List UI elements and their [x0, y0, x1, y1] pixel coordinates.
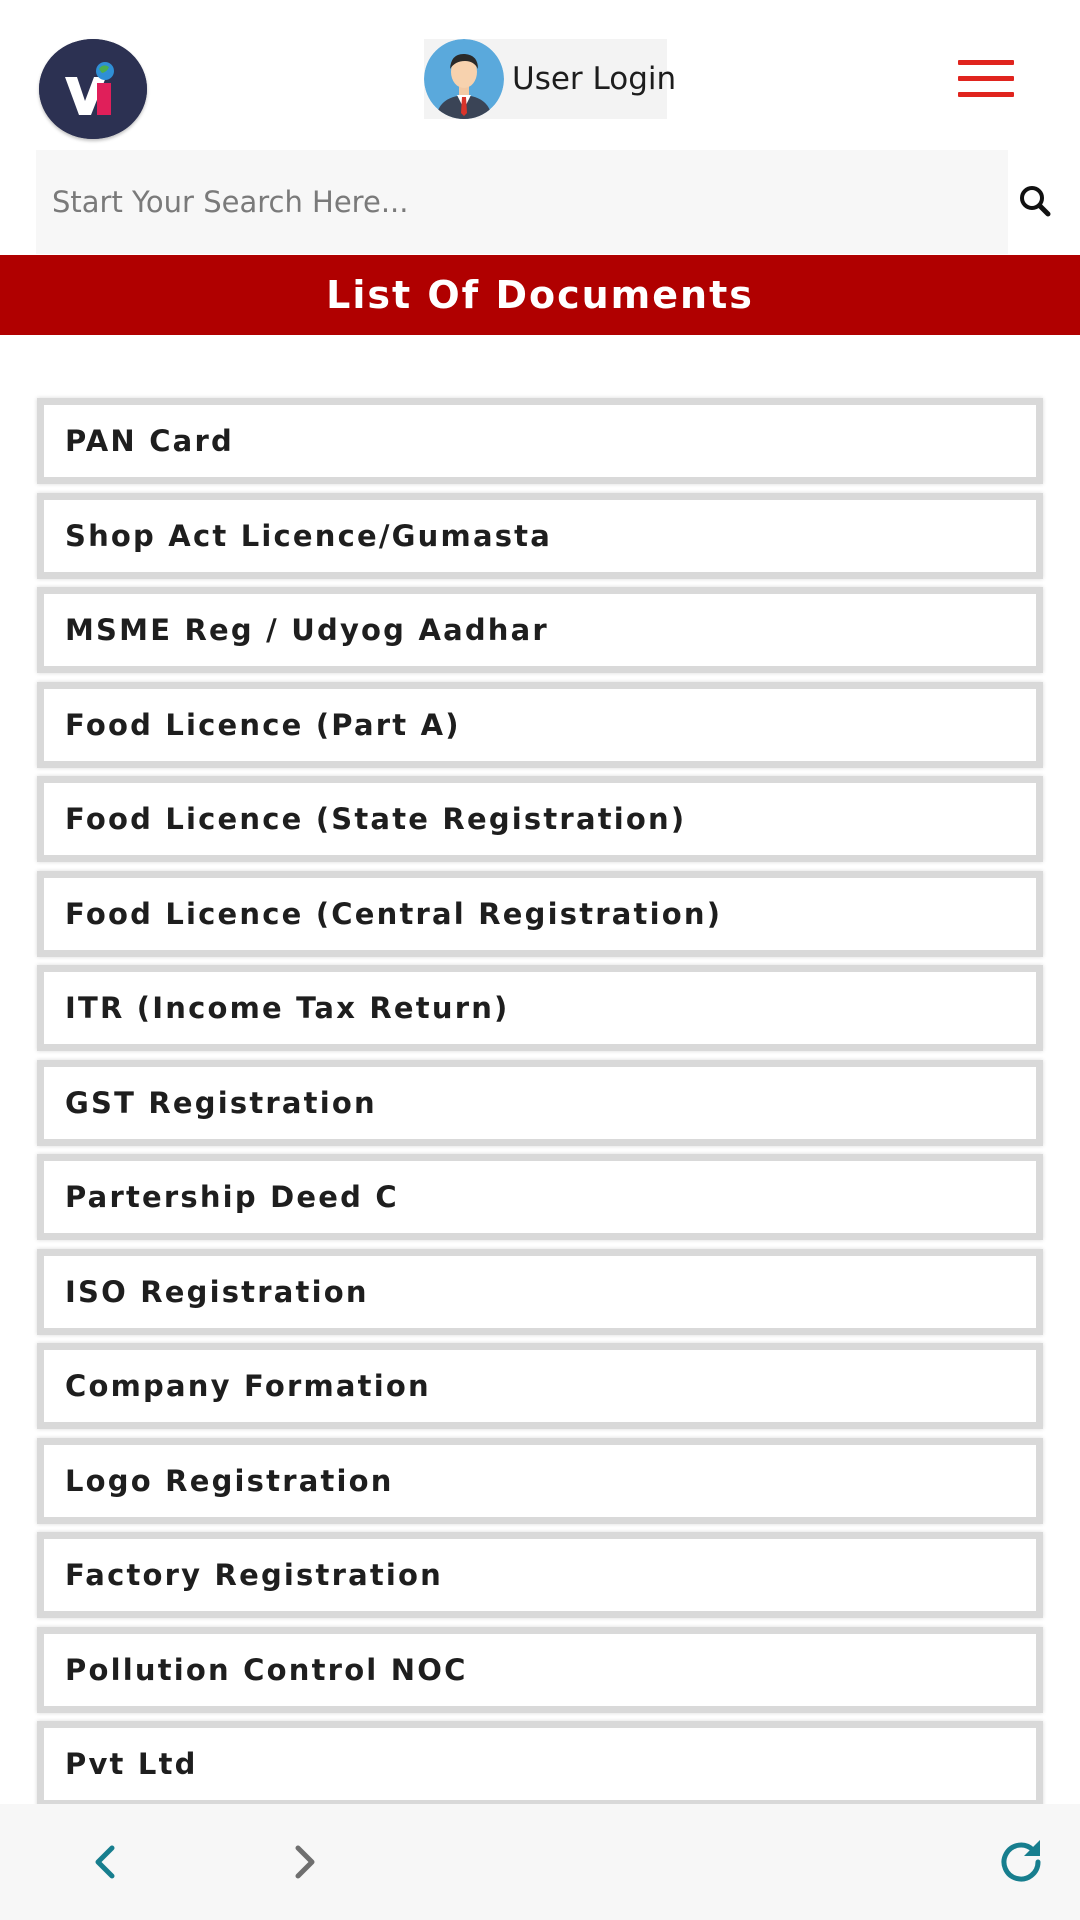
search-input[interactable]	[36, 150, 1008, 254]
site-logo[interactable]	[39, 39, 147, 139]
list-item[interactable]	[37, 493, 1043, 579]
logo-icon	[39, 39, 147, 139]
list-item[interactable]	[37, 1532, 1043, 1618]
hamburger-menu-icon[interactable]	[955, 56, 1017, 102]
list-item-label: Food Licence (Central Registration)	[65, 896, 723, 931]
chevron-left-icon[interactable]	[82, 1838, 126, 1886]
list-item-label: Company Formation	[65, 1369, 431, 1403]
list-item-label: GST Registration	[65, 1085, 377, 1120]
list-item[interactable]	[37, 1627, 1043, 1713]
list-item[interactable]	[37, 682, 1043, 768]
search-bar	[36, 150, 1080, 254]
user-avatar-icon	[424, 39, 504, 119]
list-item-label: Food Licence (State Registration)	[65, 802, 687, 836]
list-item[interactable]	[37, 587, 1043, 673]
user-login-label: User Login	[512, 61, 677, 97]
search-icon[interactable]	[1014, 180, 1058, 224]
list-item-label: Pollution Control NOC	[65, 1652, 468, 1687]
list-item[interactable]	[37, 871, 1043, 957]
chevron-right-icon[interactable]	[284, 1838, 328, 1886]
user-login-button[interactable]	[424, 39, 677, 119]
browser-nav-bar	[0, 1804, 1080, 1920]
list-item[interactable]	[37, 1343, 1043, 1429]
list-item[interactable]	[37, 1249, 1043, 1335]
list-item-label: Logo Registration	[65, 1463, 394, 1498]
list-item[interactable]	[37, 776, 1043, 862]
list-item[interactable]	[37, 1154, 1043, 1240]
reload-icon[interactable]	[996, 1836, 1048, 1888]
list-item-label: Partership Deed C	[65, 1180, 399, 1214]
list-item-label: Pvt Ltd	[65, 1747, 198, 1781]
list-item-label: Shop Act Licence/Gumasta	[65, 518, 553, 553]
list-item[interactable]	[37, 398, 1043, 484]
list-item-label: PAN Card	[65, 424, 234, 458]
list-item-label: Factory Registration	[65, 1558, 444, 1592]
list-item-label: ITR (Income Tax Return)	[65, 991, 510, 1025]
list-item[interactable]	[37, 1721, 1043, 1807]
list-item[interactable]	[37, 1438, 1043, 1524]
list-item-label: MSME Reg / Udyog Aadhar	[65, 613, 549, 647]
list-item-label: Food Licence (Part A)	[65, 707, 461, 742]
header	[0, 0, 1080, 150]
list-item[interactable]	[37, 965, 1043, 1051]
list-item-label: ISO Registration	[65, 1274, 369, 1309]
page-title: List Of Documents	[326, 273, 754, 317]
list-item[interactable]	[37, 1060, 1043, 1146]
list-title-bar	[0, 255, 1080, 335]
